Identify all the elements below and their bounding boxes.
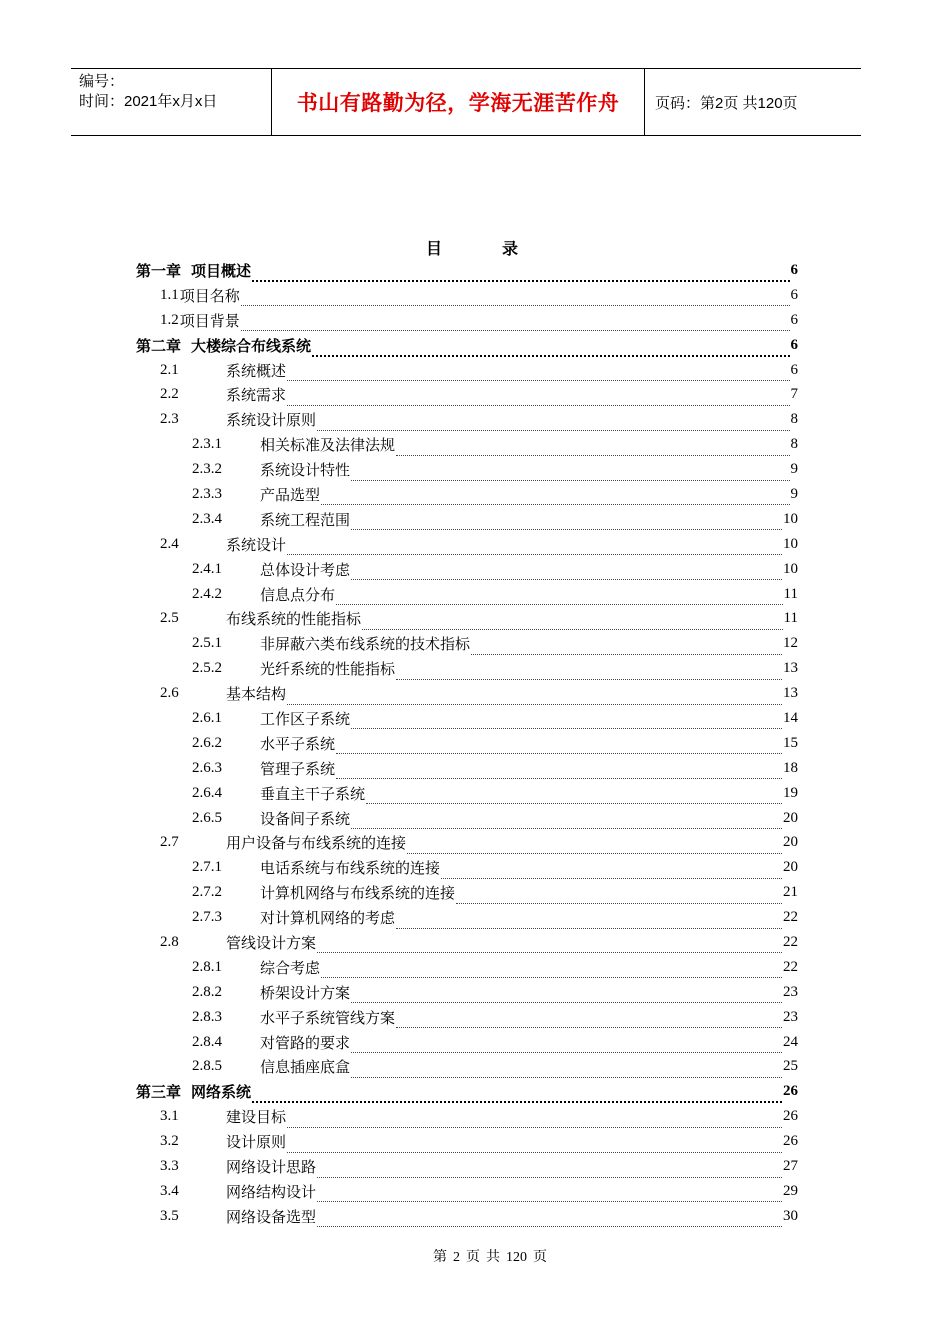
toc-entry[interactable] xyxy=(136,1104,798,1129)
toc-entry-page: 11 xyxy=(783,610,798,627)
toc-entry[interactable] xyxy=(136,382,798,407)
toc-dot-leader xyxy=(366,788,782,804)
toc-entry[interactable] xyxy=(136,1079,798,1104)
toc-dot-leader xyxy=(287,365,789,381)
toc-entry-page: 8 xyxy=(790,436,798,453)
toc-entry[interactable] xyxy=(136,1154,798,1179)
toc-dot-leader xyxy=(336,738,782,754)
toc-entry-page: 26 xyxy=(783,1133,798,1150)
toc-entry-page: 6 xyxy=(790,361,798,378)
toc-entry-label xyxy=(136,484,320,505)
header-slogan: 书山有路勤为径，学海无涯苦作舟 xyxy=(272,69,645,135)
toc-entry-text: 信息插座底盒 xyxy=(260,1060,351,1077)
toc-dot-leader xyxy=(317,937,782,953)
toc-entry-page: 18 xyxy=(783,759,798,776)
toc-dot-leader xyxy=(317,415,789,431)
toc-entry-page: 10 xyxy=(783,535,798,552)
toc-entry-label xyxy=(136,534,286,555)
toc-entry-page: 11 xyxy=(783,585,798,602)
toc-entry-label xyxy=(136,907,395,928)
toc-dot-leader xyxy=(321,489,789,505)
toc-entry[interactable] xyxy=(136,731,798,756)
toc-entry-page: 12 xyxy=(783,635,798,652)
toc-entry-page: 7 xyxy=(790,386,798,403)
toc-entry-page: 20 xyxy=(783,859,798,876)
toc-entry[interactable] xyxy=(136,681,798,706)
toc-entry-number: 2.2 xyxy=(160,386,179,403)
toc-entry-number: 3.2 xyxy=(160,1133,179,1150)
toc-entry-text: 大楼综合布线系统 xyxy=(191,338,312,355)
toc-entry[interactable] xyxy=(136,706,798,731)
table-of-contents xyxy=(136,258,798,1229)
footer-current-page: 2 xyxy=(453,1250,460,1265)
toc-entry-label xyxy=(136,882,455,903)
toc-entry-number: 2.6.1 xyxy=(192,709,222,726)
toc-entry-number: 2.4.1 xyxy=(192,560,222,577)
toc-entry[interactable] xyxy=(136,457,798,482)
toc-entry[interactable] xyxy=(136,1005,798,1030)
toc-dot-leader xyxy=(317,1186,782,1202)
toc-entry[interactable] xyxy=(136,830,798,855)
toc-entry[interactable] xyxy=(136,358,798,383)
toc-entry-number: 2.8.4 xyxy=(192,1033,222,1050)
toc-dot-leader xyxy=(396,913,782,929)
toc-dot-leader xyxy=(396,1012,782,1028)
toc-entry-label xyxy=(136,409,316,430)
toc-entry-page: 9 xyxy=(790,485,798,502)
toc-entry-page: 6 xyxy=(790,336,798,353)
toc-entry-page: 20 xyxy=(783,809,798,826)
toc-entry[interactable] xyxy=(136,333,798,358)
toc-entry-label xyxy=(136,384,286,405)
toc-dot-leader xyxy=(362,614,783,630)
toc-entry-label xyxy=(136,608,361,629)
document-time: 时间：2021年x月x日 xyxy=(79,93,218,110)
toc-entry-number: 3.3 xyxy=(160,1158,179,1174)
toc-entry-label xyxy=(136,509,350,530)
toc-entry-number: 2.3.2 xyxy=(192,461,222,478)
toc-dot-leader xyxy=(287,1112,782,1128)
toc-entry-page: 19 xyxy=(783,784,798,801)
toc-entry[interactable] xyxy=(136,582,798,607)
footer-total-pages: 120 xyxy=(506,1250,527,1265)
toc-dot-leader xyxy=(312,340,789,357)
toc-entry-label xyxy=(136,957,320,978)
toc-entry-number: 2.1 xyxy=(160,361,179,378)
page-header xyxy=(71,68,861,136)
toc-dot-leader xyxy=(351,987,782,1003)
toc-entry-label xyxy=(136,559,350,580)
toc-entry-page: 9 xyxy=(790,461,798,478)
toc-entry[interactable] xyxy=(136,308,798,333)
footer-di: 第 xyxy=(433,1250,447,1265)
toc-dot-leader xyxy=(456,888,782,904)
toc-entry-number: 第一章 xyxy=(136,263,182,280)
toc-dot-leader xyxy=(317,1162,782,1178)
toc-entry-label xyxy=(136,360,286,381)
toc-entry-page: 22 xyxy=(783,958,798,975)
toc-entry[interactable] xyxy=(136,631,798,656)
toc-entry-text: 系统设计原则 xyxy=(226,413,317,430)
toc-entry[interactable] xyxy=(136,283,798,308)
toc-entry-text: 网络系统 xyxy=(191,1085,252,1102)
toc-entry-label xyxy=(136,808,350,829)
footer-ye-2: 页 xyxy=(533,1250,547,1265)
toc-entry-text: 光纤系统的性能指标 xyxy=(260,662,396,679)
toc-entry-page: 10 xyxy=(783,560,798,577)
toc-dot-leader xyxy=(252,265,789,282)
toc-entry[interactable] xyxy=(136,432,798,457)
toc-entry-page: 25 xyxy=(783,1058,798,1075)
toc-entry[interactable] xyxy=(136,507,798,532)
toc-entry-label xyxy=(136,310,240,331)
toc-entry-number: 3.1 xyxy=(160,1108,179,1125)
toc-entry-text: 设备间子系统 xyxy=(260,811,351,828)
toc-entry-number: 2.8.2 xyxy=(192,983,222,1000)
toc-entry[interactable] xyxy=(136,855,798,880)
toc-entry-label xyxy=(136,1032,350,1053)
toc-dot-leader xyxy=(351,813,782,829)
toc-entry-text: 信息点分布 xyxy=(260,587,336,604)
toc-entry-label xyxy=(136,857,440,878)
toc-entry[interactable] xyxy=(136,1204,798,1229)
toc-entry-page: 27 xyxy=(783,1158,798,1174)
toc-entry-number: 2.7.3 xyxy=(192,909,222,926)
toc-entry-page: 29 xyxy=(783,1182,798,1199)
toc-entry-text: 工作区子系统 xyxy=(260,711,351,728)
toc-entry-number: 第二章 xyxy=(136,338,182,355)
toc-entry-page: 10 xyxy=(783,510,798,527)
toc-entry-page: 23 xyxy=(783,983,798,1000)
toc-entry-label xyxy=(136,683,286,704)
toc-entry-text: 管理子系统 xyxy=(260,761,336,778)
toc-entry-page: 13 xyxy=(783,660,798,677)
toc-entry-label xyxy=(136,1156,316,1177)
toc-entry-number: 2.3.3 xyxy=(192,485,222,502)
toc-entry-number: 2.4 xyxy=(160,535,179,552)
toc-entry-text: 计算机网络与布线系统的连接 xyxy=(260,886,456,903)
toc-entry-number: 2.8.3 xyxy=(192,1008,222,1025)
toc-entry-label xyxy=(136,459,350,480)
toc-entry-text: 系统设计 xyxy=(226,537,287,554)
toc-entry-page: 6 xyxy=(790,261,798,278)
toc-entry-label xyxy=(136,335,311,356)
toc-entry-label xyxy=(136,1181,316,1202)
toc-entry[interactable] xyxy=(136,905,798,930)
toc-entry-label xyxy=(136,260,251,281)
toc-entry-text: 建设目标 xyxy=(226,1110,287,1127)
toc-entry-label xyxy=(136,1081,251,1102)
toc-dot-leader xyxy=(336,763,782,779)
toc-dot-leader xyxy=(252,1086,782,1103)
toc-entry-label xyxy=(136,633,470,654)
toc-entry-number: 2.4.2 xyxy=(192,585,222,602)
toc-entry-number: 1.1 xyxy=(160,286,179,303)
toc-entry-number: 1.2 xyxy=(160,311,179,328)
toc-entry-label xyxy=(136,584,335,605)
toc-entry-number: 2.3 xyxy=(160,411,179,428)
toc-entry-label xyxy=(136,434,395,455)
toc-entry-text: 系统工程范围 xyxy=(260,512,351,529)
toc-entry-label xyxy=(136,1206,316,1227)
toc-entry-text: 基本结构 xyxy=(226,687,287,704)
toc-entry[interactable] xyxy=(136,532,798,557)
toc-dot-leader xyxy=(351,713,782,729)
toc-entry-text: 水平子系统管线方案 xyxy=(260,1010,396,1027)
footer-ye: 页 xyxy=(466,1250,480,1265)
toc-entry-label xyxy=(136,783,365,804)
toc-entry-number: 2.6 xyxy=(160,685,179,702)
toc-dot-leader xyxy=(351,1037,782,1053)
toc-entry-text: 垂直主干子系统 xyxy=(260,786,366,803)
toc-entry-number: 2.7.2 xyxy=(192,884,222,901)
document-number-label: 编号： xyxy=(79,73,125,90)
toc-entry-text: 布线系统的性能指标 xyxy=(226,612,362,629)
toc-entry-number: 2.5.1 xyxy=(192,635,222,652)
toc-dot-leader xyxy=(407,838,782,854)
toc-entry-label xyxy=(136,832,406,853)
toc-entry-page: 22 xyxy=(783,933,798,950)
toc-entry-text: 总体设计考虑 xyxy=(260,562,351,579)
toc-entry-text: 电话系统与布线系统的连接 xyxy=(260,861,441,878)
toc-entry-text: 网络结构设计 xyxy=(226,1184,317,1201)
toc-entry-text: 设计原则 xyxy=(226,1135,287,1152)
toc-entry-page: 21 xyxy=(783,884,798,901)
toc-dot-leader xyxy=(396,664,782,680)
toc-entry-text: 网络设计思路 xyxy=(226,1160,317,1176)
toc-dot-leader xyxy=(287,539,782,555)
toc-entry-page: 8 xyxy=(790,411,798,428)
toc-entry[interactable] xyxy=(136,980,798,1005)
toc-entry-text: 水平子系统 xyxy=(260,736,336,753)
toc-entry-text: 系统设计特性 xyxy=(260,463,351,480)
toc-entry-page: 20 xyxy=(783,834,798,851)
toc-title: 目 录 xyxy=(425,241,546,258)
toc-entry-label xyxy=(136,1131,286,1152)
toc-entry-text: 系统概述 xyxy=(226,363,287,380)
toc-entry-page: 30 xyxy=(783,1207,798,1224)
toc-entry-number: 3.4 xyxy=(160,1182,179,1199)
toc-entry-number: 3.5 xyxy=(160,1207,179,1224)
toc-entry[interactable] xyxy=(136,407,798,432)
toc-entry-label xyxy=(136,1056,350,1077)
toc-entry-label xyxy=(136,1106,286,1127)
toc-entry[interactable] xyxy=(136,756,798,781)
toc-dot-leader xyxy=(351,514,782,530)
toc-dot-leader xyxy=(351,564,782,580)
toc-entry-number: 2.8 xyxy=(160,933,179,950)
toc-dot-leader xyxy=(321,962,782,978)
toc-entry-number: 2.6.5 xyxy=(192,809,222,826)
toc-dot-leader xyxy=(351,465,789,481)
toc-entry-number: 2.5 xyxy=(160,610,179,627)
toc-entry-number: 2.8.5 xyxy=(192,1058,222,1075)
toc-entry[interactable] xyxy=(136,1055,798,1080)
toc-entry-label xyxy=(136,285,240,306)
toc-entry[interactable] xyxy=(136,656,798,681)
toc-entry-label xyxy=(136,1007,395,1028)
toc-entry[interactable] xyxy=(136,482,798,507)
toc-entry-text: 用户设备与布线系统的连接 xyxy=(226,836,407,853)
toc-entry-text: 对管路的要求 xyxy=(260,1035,351,1052)
toc-entry-text: 项目概述 xyxy=(191,263,252,280)
toc-entry-number: 2.3.1 xyxy=(192,436,222,453)
toc-entry-text: 相关标准及法律法规 xyxy=(260,438,396,455)
toc-dot-leader xyxy=(287,689,782,705)
toc-entry-number: 第三章 xyxy=(136,1085,182,1102)
toc-entry-page: 15 xyxy=(783,734,798,751)
toc-entry-text: 非屏蔽六类布线系统的技术指标 xyxy=(260,637,471,654)
toc-entry-label xyxy=(136,708,350,729)
toc-dot-leader xyxy=(441,863,782,879)
toc-entry-text: 项目背景 xyxy=(179,313,240,330)
toc-entry-page: 14 xyxy=(783,709,798,726)
toc-entry-number: 2.7 xyxy=(160,834,179,851)
toc-entry[interactable] xyxy=(136,1129,798,1154)
toc-entry-number: 2.8.1 xyxy=(192,958,222,975)
header-meta xyxy=(71,69,272,135)
toc-dot-leader xyxy=(287,1137,782,1153)
toc-entry-page: 26 xyxy=(783,1083,798,1100)
toc-entry[interactable] xyxy=(136,606,798,631)
toc-entry[interactable] xyxy=(136,258,798,283)
toc-dot-leader xyxy=(396,440,789,456)
toc-entry-label xyxy=(136,932,316,953)
toc-entry[interactable] xyxy=(136,880,798,905)
toc-entry-label xyxy=(136,982,350,1003)
toc-entry-text: 对计算机网络的考虑 xyxy=(260,911,396,928)
toc-entry-page: 23 xyxy=(783,1008,798,1025)
toc-entry-text: 综合考虑 xyxy=(260,960,321,977)
toc-dot-leader xyxy=(471,639,782,655)
toc-entry-label xyxy=(136,733,335,754)
toc-entry-page: 22 xyxy=(783,909,798,926)
footer-gong: 共 xyxy=(486,1250,500,1265)
page-footer xyxy=(0,1246,950,1266)
toc-entry-number: 2.7.1 xyxy=(192,859,222,876)
toc-entry[interactable] xyxy=(136,930,798,955)
toc-entry-number: 2.6.3 xyxy=(192,759,222,776)
toc-entry[interactable] xyxy=(136,1030,798,1055)
toc-entry[interactable] xyxy=(136,1179,798,1204)
toc-dot-leader xyxy=(241,315,790,331)
toc-dot-leader xyxy=(317,1211,782,1227)
toc-entry-page: 26 xyxy=(783,1108,798,1125)
toc-entry-number: 2.3.4 xyxy=(192,510,222,527)
toc-entry-label xyxy=(136,658,395,679)
toc-entry-number: 2.5.2 xyxy=(192,660,222,677)
toc-entry-page: 24 xyxy=(783,1033,798,1050)
toc-entry-text: 管线设计方案 xyxy=(226,935,317,952)
toc-entry-number: 2.6.2 xyxy=(192,734,222,751)
toc-entry-text: 系统需求 xyxy=(226,388,287,405)
toc-entry-page: 13 xyxy=(783,685,798,702)
toc-dot-leader xyxy=(287,390,789,406)
toc-entry[interactable] xyxy=(136,557,798,582)
toc-dot-leader xyxy=(241,290,790,306)
toc-entry[interactable] xyxy=(136,955,798,980)
toc-entry[interactable] xyxy=(136,806,798,831)
toc-entry-number: 2.6.4 xyxy=(192,784,222,801)
toc-entry-text: 项目名称 xyxy=(179,288,240,305)
toc-entry-text: 桥架设计方案 xyxy=(260,985,351,1002)
header-page-info: 页码：第2页 共120页 xyxy=(655,94,798,112)
toc-dot-leader xyxy=(336,589,783,605)
toc-dot-leader xyxy=(351,1062,782,1078)
toc-entry-page: 6 xyxy=(790,286,798,303)
toc-entry-label xyxy=(136,758,335,779)
toc-entry-page: 6 xyxy=(790,311,798,328)
toc-entry[interactable] xyxy=(136,781,798,806)
toc-entry-text: 产品选型 xyxy=(260,487,321,504)
toc-entry-text: 网络设备选型 xyxy=(226,1209,317,1226)
